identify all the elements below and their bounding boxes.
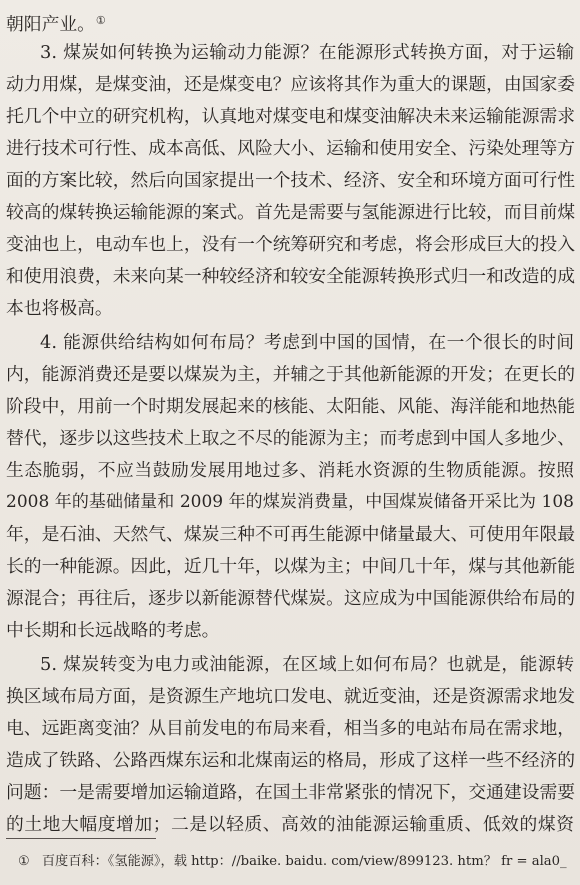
text-line: 的土地大幅度增加；二是以轻质、高效的油能源运输重质、低效的煤资 xyxy=(6,814,574,835)
paragraph-3-first-line: 3. 煤炭如何转换为运输动力能源？在能源形式转换方面，对于运输 xyxy=(40,42,574,63)
text-line: 动力用煤，是煤变油，还是煤变电？应该将其作为重大的课题，由国家委 xyxy=(6,74,576,95)
text-line: 中长期和长远战略的考虑。 xyxy=(6,620,220,641)
text-line: 本也将极高。 xyxy=(6,298,113,319)
footnote-divider xyxy=(6,838,156,839)
text-line: 源混合；再往后，逐步以新能源替代煤炭。这应成为中国能源供给布局的 xyxy=(6,588,576,609)
paragraph-5-first-line: 5. 煤炭转变为电力或油能源，在区域上如何布局？也就是，能源转 xyxy=(40,654,574,675)
text-line: 替代，逐步以这些技术上取之不尽的能源为主；而考虑到中国人多地少、 xyxy=(6,428,576,449)
text-line: 进行技术可行性、成本高低、风险大小、运输和使用安全、污染处理等方 xyxy=(6,138,576,159)
text-line: 面的方案比较，然后向国家提出一个技术、经济、安全和环境方面可行性 xyxy=(6,170,576,191)
footnote-ref: ① xyxy=(95,14,106,27)
text-line: 内，能源消费还是要以煤炭为主，并辅之于其他新能源的开发；在更长的 xyxy=(6,364,576,385)
footnote xyxy=(18,848,578,876)
paragraph-4-first-line: 4. 能源供给结构如何布局？考虑到中国的国情，在一个很长的时间 xyxy=(40,332,574,353)
text-line: 较高的煤转换运输能源的案式。首先是需要与氢能源进行比较，而目前煤 xyxy=(6,202,576,223)
text-line: 问题：一是需要增加运输道路，在国土非常紧张的情况下，交通建设需要 xyxy=(6,782,576,803)
text-line: 年，是石油、天然气、煤炭三种不可再生能源中储量最大、可使用年限最 xyxy=(6,524,576,545)
text-line: 和使用浪费，未来向某一种较经济和较安全能源转换形式归一和改造的成 xyxy=(6,266,576,287)
text-line: 造成了铁路、公路西煤东运和北煤南运的格局，形成了这样一些不经济的 xyxy=(6,750,576,771)
text-line: 朝阳产业。① xyxy=(6,14,106,35)
text-line: 生态脆弱，不应当鼓励发展用地过多、消耗水资源的生物质能源。按照 xyxy=(6,460,574,481)
footnote-text: 百度百科：《氢能源》，载 http：//baike. baidu. com/view/899123. htm？ fr = ala0_ xyxy=(41,854,567,869)
text-line: 托几个中立的研究机构，认真地对煤变电和煤变油解决未来运输能源需求 xyxy=(6,106,576,127)
footnote-marker: ① xyxy=(18,854,30,869)
text-line: 长的一种能源。因此，近几十年，以煤为主；中间几十年，煤与其他新能 xyxy=(6,556,576,577)
text-line: 变油也上，电动车也上，没有一个统筹研究和考虑，将会形成巨大的投入 xyxy=(6,234,576,255)
text-line: 电、远距离变油？从目前发电的布局来看，相当多的电站布局在需求地， xyxy=(6,718,576,739)
text-line: 2008 年的基础储量和 2009 年的煤炭消费量，中国煤炭储备开采比为 108 xyxy=(6,492,574,512)
text-line: 换区域布局方面，是资源生产地坑口发电、就近变油，还是资源需求地发 xyxy=(6,686,576,707)
text-line: 阶段中，用前一个时期发展起来的核能、太阳能、风能、海洋能和地热能 xyxy=(6,396,576,417)
